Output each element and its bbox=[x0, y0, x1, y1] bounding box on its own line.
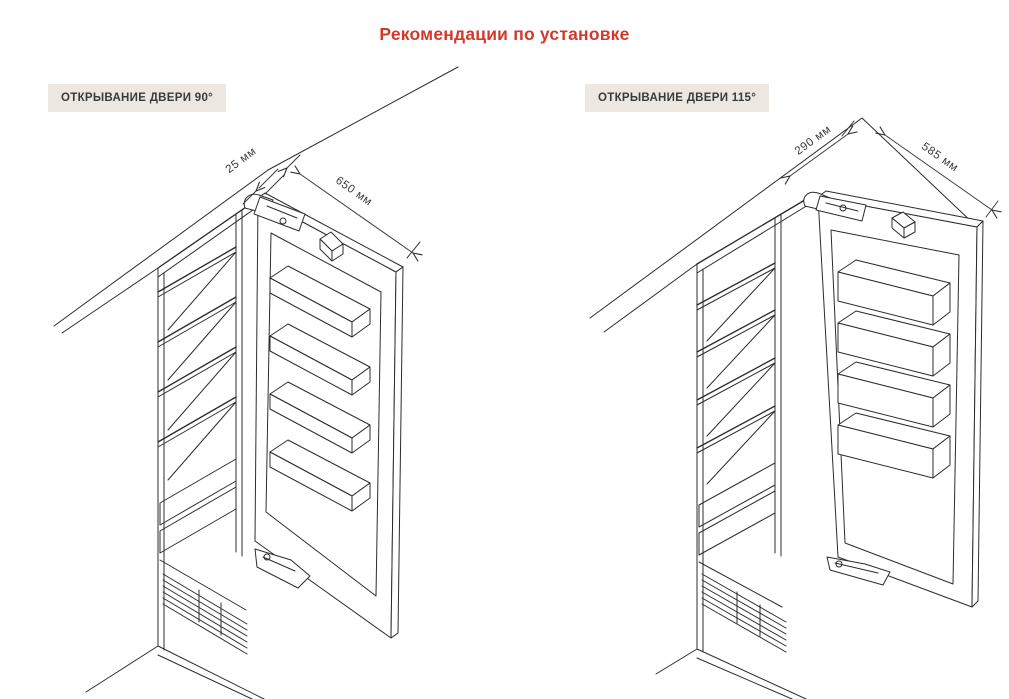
dimension-585mm bbox=[885, 135, 998, 217]
dimension-label-585mm: 585 мм bbox=[919, 140, 961, 175]
dimension-label-650mm: 650 мм bbox=[333, 174, 375, 209]
floor-line bbox=[86, 646, 158, 692]
floor-line bbox=[656, 649, 697, 674]
bottom-drawers bbox=[160, 459, 246, 610]
interior-shelves bbox=[697, 263, 775, 484]
cabinet-niche bbox=[158, 196, 264, 699]
cabinet-bottom-edge bbox=[158, 646, 264, 699]
dimension-290mm bbox=[790, 121, 854, 176]
vent-grille bbox=[702, 574, 786, 652]
cabinet-bottom-edge bbox=[697, 649, 806, 699]
page-title: Рекомендации по установке bbox=[379, 24, 630, 44]
diagram-door-115 bbox=[590, 118, 998, 699]
plinth-edge bbox=[699, 562, 782, 607]
plinth-edge bbox=[160, 560, 246, 610]
dimension-label-290mm: 290 мм bbox=[792, 123, 834, 158]
cabinet-niche bbox=[697, 194, 815, 699]
diagram-door-90 bbox=[54, 67, 458, 699]
dimension-label-25mm: 25 мм bbox=[223, 145, 259, 176]
door-open-115 bbox=[818, 191, 983, 607]
section-label-door-115: ОТКРЫВАНИЕ ДВЕРИ 115° bbox=[585, 84, 769, 112]
cabinet-top-edge bbox=[697, 194, 815, 264]
interior-shelves bbox=[158, 247, 236, 480]
section-label-door-90: ОТКРЫВАНИЕ ДВЕРИ 90° bbox=[48, 84, 226, 112]
